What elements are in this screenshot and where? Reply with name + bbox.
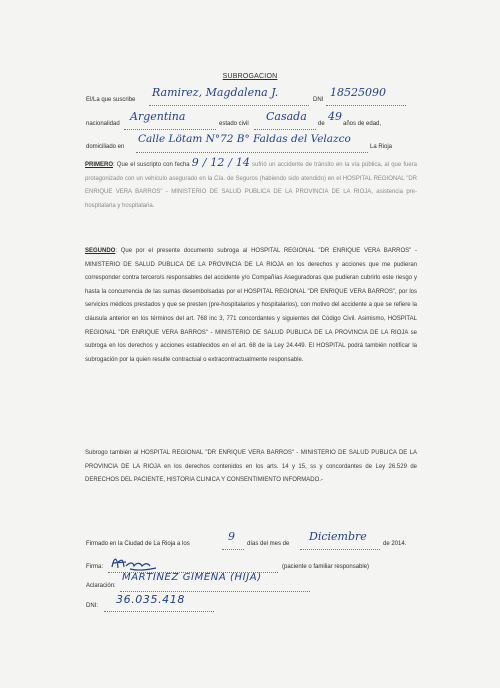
primero-text-b: sufrió un accidente de tránsito en la vía pública, al que fuera protagonizado con un vehículo asegurado en la Cía. de Seguros (habiendo sido atendido) en el HOSPITAL REGIONAL "DR ENRIQUE VERA BARROS" - MINISTERIO DE SALUD PUBLICA DE LA PROVINCIA DE LA RIOJA, asistencia pre-hospitalaria y hospitalaria. xyxy=(85,162,418,209)
dni-line xyxy=(326,104,406,106)
signed-text-b: días del mes de xyxy=(247,541,290,547)
address-line xyxy=(136,151,368,153)
civil-status-value: Casada xyxy=(266,110,307,123)
segundo-text: : Que por el presente documento subroga al HOSPITAL REGIONAL "DR ENRIQUE VERA BARROS" - MINISTERIO DE SALUD PUBLICA DE LA PROVINCIA DE LA RIOJA en los derechos y acciones que me pudieran corresponder contra tercero/s responsables del accidente y/o Compañías Aseguradoras que pudieran cubrirlo este riesgo y hasta la concurrencia de las sumas desembolsadas por el HOSPITAL REGIONAL "DR ENRIQUE VERA BARROS", por los servicios médicos prestados y que se presten (pre-hospitalarios y hospitalarios), con motivo del accidente a que se refiere la cláusula anterior en los términos del art. 768 inc 3, 771 concordantes y siguientes del Código Civil. Asimismo, HOSPITAL REGIONAL "DR ENRIQUE VERA BARROS" - MINISTERIO DE SALUD PUBLICA DE LA PROVINCIA DE LA RIOJA se subroga en los derechos y acciones establecidos en el art. 68 de la Ley 24.449. El HOSPITAL podrá también notificar la subrogación por la quien resulte contractual o extracontractualmente responsable. xyxy=(85,248,417,363)
primero-label: PRIMERO xyxy=(85,162,114,168)
footer-dni-line xyxy=(104,610,214,612)
signed-text-a: Firmado en la Ciudad de La Rioja a los xyxy=(86,541,190,547)
segundo-label: SEGUNDO xyxy=(85,248,116,254)
address-value: Calle Lötam N°72 B° Faldas del Velazco xyxy=(138,133,351,145)
day-line xyxy=(222,548,244,550)
nationality-value: Argentina xyxy=(130,110,186,123)
age-prefix: de xyxy=(318,121,325,127)
nationality-line xyxy=(124,128,216,130)
civil-status-line xyxy=(254,128,316,130)
clause-tercero xyxy=(85,447,417,488)
signed-text-c: de 2014. xyxy=(383,541,407,547)
aclaracion-value: MARTINEZ GIMENA (HIJA) xyxy=(122,572,262,583)
age-suffix: años de edad, xyxy=(343,121,382,127)
footer-dni-label: DNI: xyxy=(86,603,98,609)
signature-scribble xyxy=(110,553,158,573)
age-value: 49 xyxy=(328,110,342,123)
aclaracion-label: Aclaración: xyxy=(86,583,116,589)
city-label: La Rioja xyxy=(370,144,393,150)
primero-date: 9 / 12 / 14 xyxy=(191,156,250,169)
subscriber-label: El/La que suscribe xyxy=(86,97,136,103)
subscriber-name: Ramirez, Magdalena J. xyxy=(152,86,279,99)
document-title: SUBROGACION xyxy=(222,73,278,80)
firma-role: (paciente o familiar responsable) xyxy=(282,564,370,570)
signed-day: 9 xyxy=(228,530,235,543)
footer-dni-value: 36.035.418 xyxy=(116,593,185,606)
signed-month: Diciembre xyxy=(309,530,367,543)
firma-label: Firma: xyxy=(86,564,103,570)
nationality-label: nacionalidad xyxy=(86,121,120,127)
primero-text-a: : Que el suscripto con fecha xyxy=(113,162,190,168)
dni-label: DNI xyxy=(313,97,324,103)
clause-primero xyxy=(85,156,417,213)
aclaracion-line xyxy=(120,590,310,592)
subscriber-dni: 18525090 xyxy=(330,86,386,99)
tercero-text: Subrogo también al HOSPITAL REGIONAL "DR ENRIQUE VERA BARROS" - MINISTERIO DE SALUD PUBLICA DE LA PROVINCIA DE LA RIOJA en los derechos contenidos en los arts. 14 y 15, ss y concordantes de Ley 26.529 de DERECHOS DEL PACIENTE, HISTORIA CLINICA Y CONSENTIMIENTO INFORMADO.- xyxy=(85,450,417,484)
address-label: domiciliado en xyxy=(86,144,125,150)
name-line xyxy=(149,104,309,106)
clause-segundo xyxy=(85,245,417,367)
month-line xyxy=(300,548,380,550)
civil-status-label: estado civil xyxy=(219,121,249,127)
